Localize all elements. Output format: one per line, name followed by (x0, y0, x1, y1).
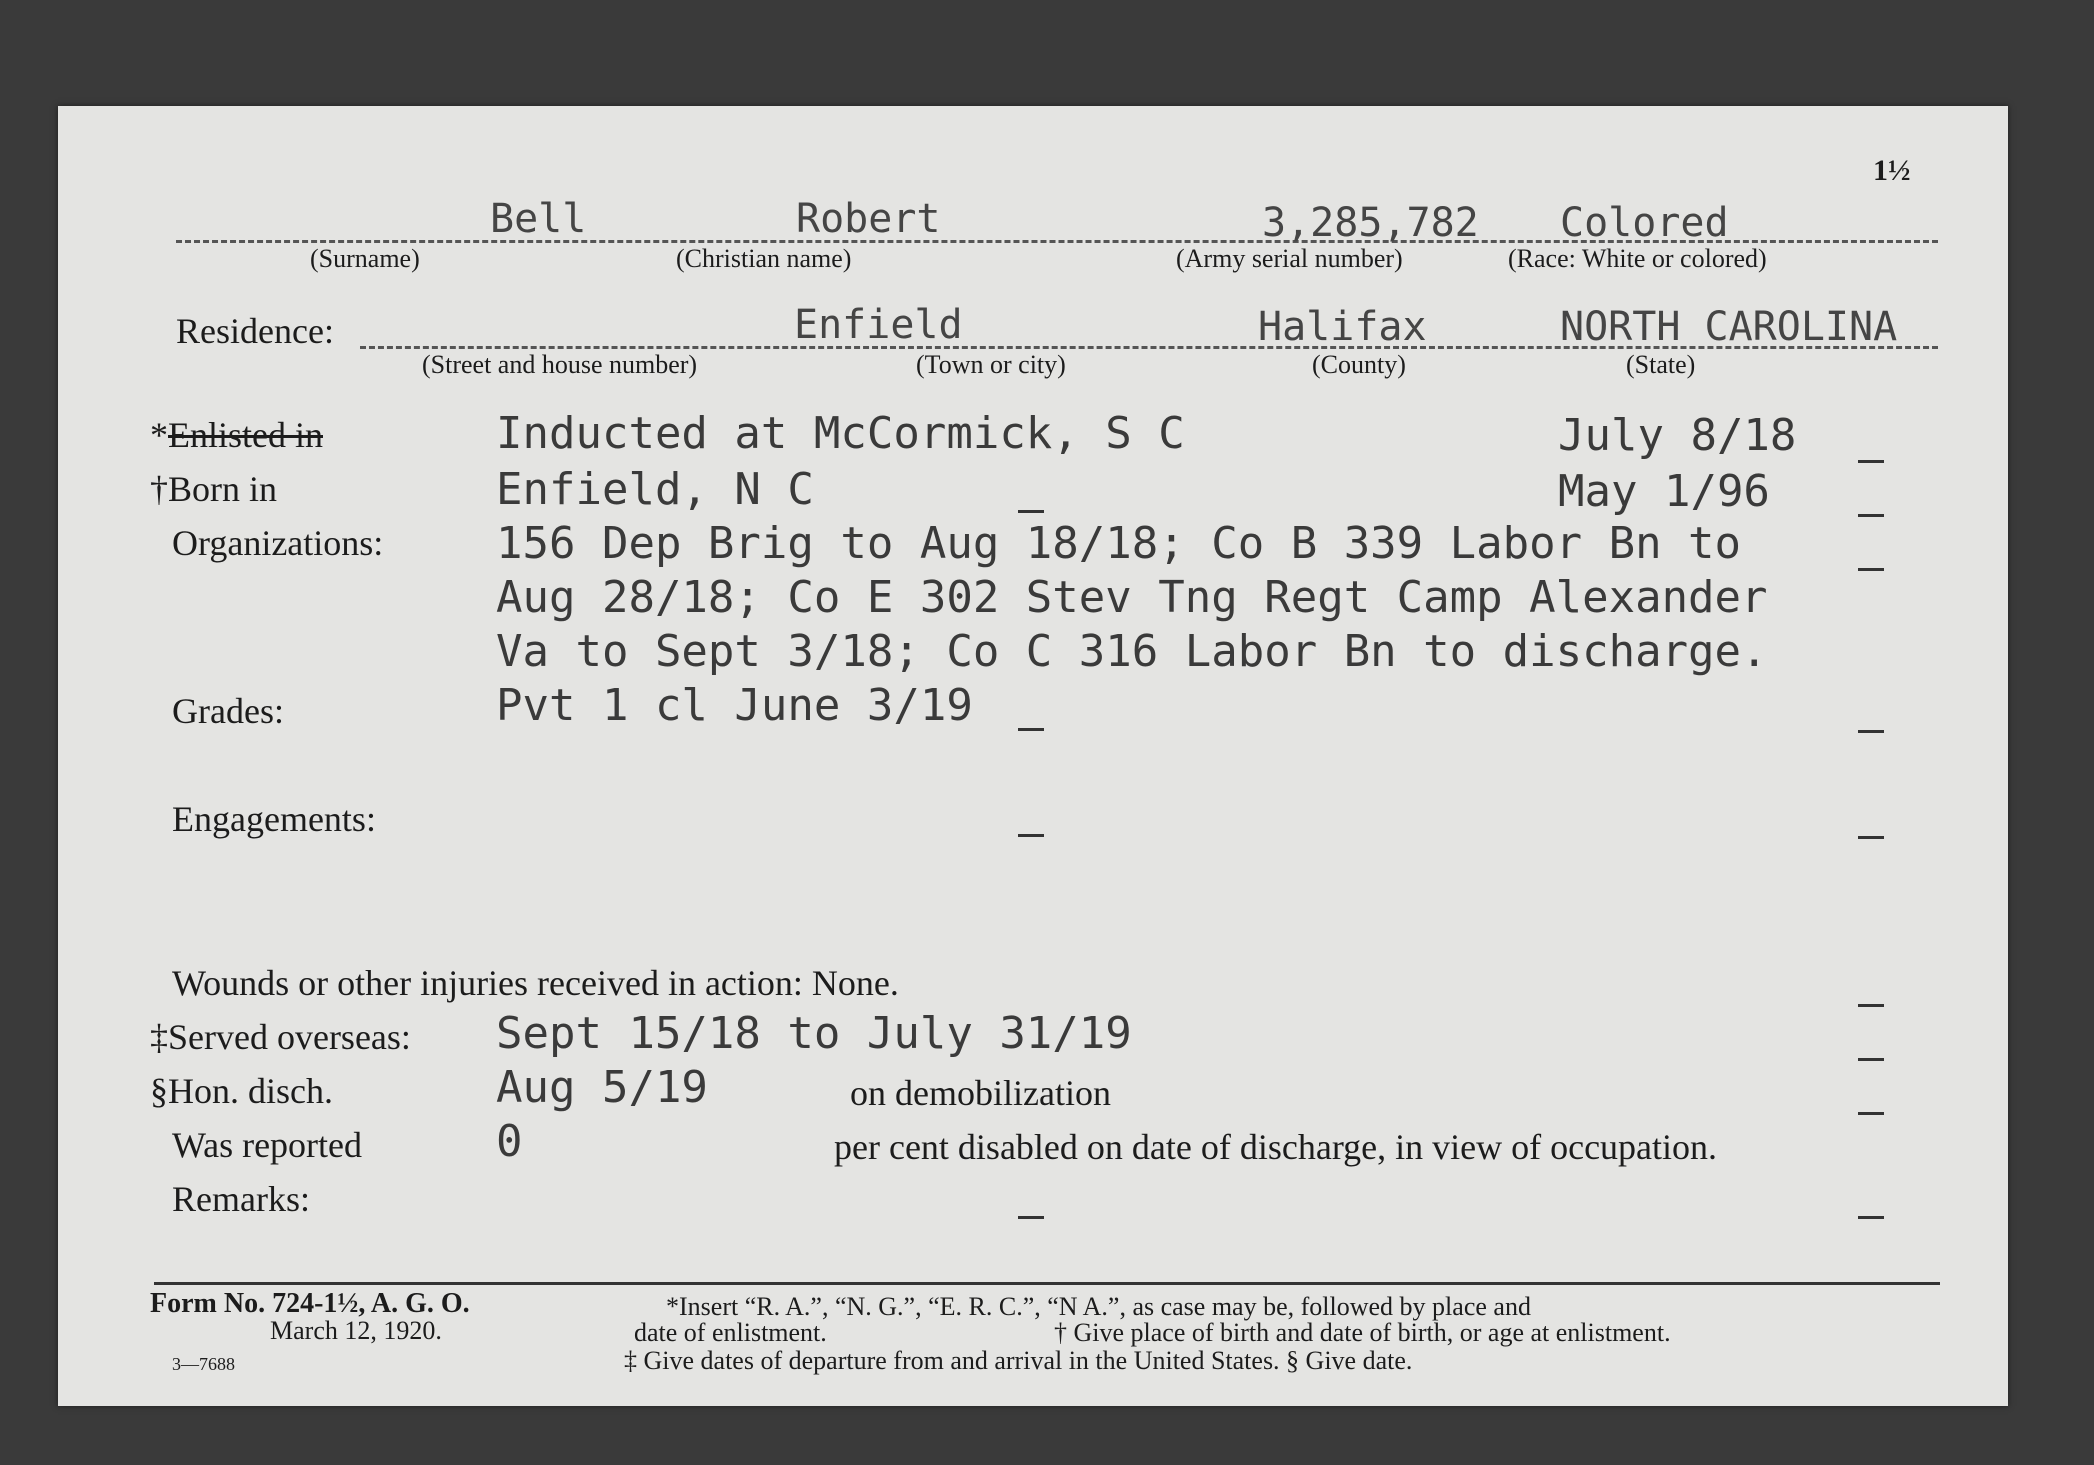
organizations-line-3: Va to Sept 3/18; Co C 316 Labor Bn to discharge. (496, 626, 1768, 677)
street-caption: (Street and house number) (422, 350, 698, 379)
christian-name-caption: (Christian name) (676, 244, 852, 273)
served-overseas-mark: ‡ (150, 1017, 168, 1057)
grades-label: Grades: (172, 691, 284, 731)
wounds-row (172, 962, 899, 1004)
enlisted-tick (1858, 460, 1884, 463)
born-mark: † (150, 469, 168, 509)
form-date: March 12, 1920. (270, 1316, 442, 1345)
footnote-enlisted: *Insert “R. A.”, “N. G.”, “E. R. C.”, “N A.”, as case may be, followed by place and (666, 1292, 1531, 1321)
hon-disch-label-text: Hon. disch. (168, 1071, 333, 1111)
organizations-label: Organizations: (172, 523, 384, 563)
serial-caption: (Army serial number) (1176, 244, 1403, 273)
serial-number-value: 3,285,782 (1262, 200, 1479, 246)
was-reported-value: 0 (496, 1116, 523, 1167)
remarks-tick (1858, 1216, 1884, 1219)
town-caption: (Town or city) (916, 350, 1066, 379)
hon-disch-value: Aug 5/19 (496, 1062, 708, 1113)
grades-value: Pvt 1 cl June 3/19 (496, 680, 973, 731)
footnote-overseas: ‡ Give dates of departure from and arrival in the United States. § Give date. (624, 1346, 1413, 1375)
residence-label: Residence: (176, 311, 334, 351)
residence-county-value: Halifax (1258, 304, 1427, 350)
organizations-tick (1858, 568, 1884, 571)
served-overseas-value: Sept 15/18 to July 31/19 (496, 1008, 1132, 1059)
surname-caption: (Surname) (310, 244, 420, 273)
hon-disch-label (150, 1070, 333, 1112)
wounds-tick (1858, 1004, 1884, 1007)
race-value: Colored (1560, 200, 1729, 246)
born-label (150, 468, 277, 510)
residence-town-value: Enfield (794, 302, 963, 348)
service-record-card (58, 106, 2008, 1406)
engagements-tick (1858, 836, 1884, 839)
enlisted-value: Inducted at McCormick, S C (496, 408, 1185, 459)
residence-state-value: NORTH CAROLINA (1560, 304, 1898, 350)
wounds-value: None. (811, 963, 899, 1003)
remarks-tick-mid (1018, 1216, 1044, 1219)
engagements-tick-mid (1018, 834, 1044, 837)
hon-disch-tick (1858, 1112, 1884, 1115)
footnote-born: † Give place of birth and date of birth, or age at enlistment. (1054, 1318, 1671, 1347)
remarks-label: Remarks: (172, 1179, 310, 1219)
born-tick (1858, 514, 1884, 517)
surname-value: Bell (490, 196, 587, 242)
organizations-line-2: Aug 28/18; Co E 302 Stev Tng Regt Camp Alexander (496, 572, 1768, 623)
born-tick-mid (1018, 510, 1044, 513)
born-date: May 1/96 (1558, 466, 1770, 517)
organizations-line-1: 156 Dep Brig to Aug 18/18; Co B 339 Labor Bn to (496, 518, 1742, 569)
race-caption: (Race: White or colored) (1508, 244, 1767, 273)
corner-number: 1½ (1873, 154, 1911, 187)
enlisted-mark: * (150, 415, 168, 455)
footer-rule (154, 1282, 1940, 1285)
hon-disch-suffix: on demobilization (850, 1073, 1111, 1113)
wounds-label: Wounds or other injuries received in action: (172, 963, 803, 1003)
born-value: Enfield, N C (496, 464, 814, 515)
served-overseas-label-text: Served overseas: (168, 1017, 411, 1057)
engagements-label: Engagements: (172, 799, 376, 839)
enlisted-label (150, 414, 323, 456)
footnote-enlisted-cont: date of enlistment. (634, 1318, 827, 1347)
christian-name-value: Robert (796, 196, 941, 242)
was-reported-label: Was reported (172, 1125, 363, 1165)
served-overseas-tick (1858, 1058, 1884, 1061)
grades-tick-mid (1018, 728, 1044, 731)
enlisted-date: July 8/18 (1558, 410, 1797, 461)
served-overseas-label (150, 1016, 411, 1058)
form-number: Form No. 724-1½, A. G. O. (150, 1288, 470, 1319)
county-caption: (County) (1312, 350, 1406, 379)
state-caption: (State) (1626, 350, 1696, 379)
enlisted-label-text: Enlisted in (168, 415, 323, 455)
print-code: 3—7688 (172, 1354, 235, 1374)
born-label-text: Born in (168, 469, 278, 509)
hon-disch-mark: § (150, 1071, 168, 1111)
was-reported-suffix: per cent disabled on date of discharge, in view of occupation. (834, 1127, 1718, 1167)
grades-tick (1858, 730, 1884, 733)
